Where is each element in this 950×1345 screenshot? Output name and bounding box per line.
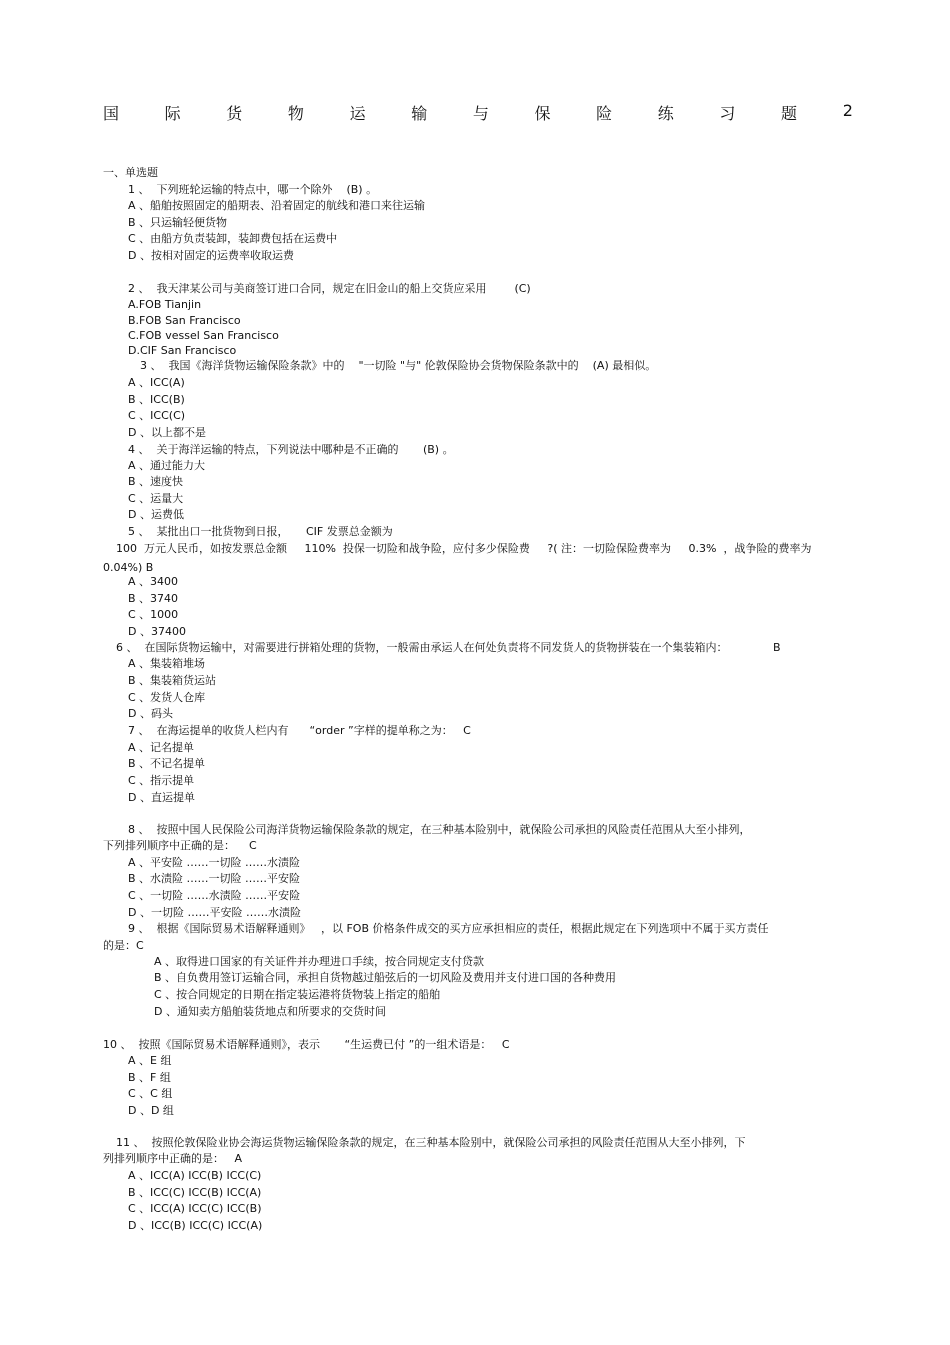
answer-option: B 、3740 [128, 592, 179, 605]
answer-option: C 、由船方负责装卸，装卸费包括在运费中 [128, 232, 338, 245]
title-char: 保 [534, 104, 551, 123]
answer-option: A 、船舶按照固定的船期表、沿着固定的航线和港口来往运输 [128, 199, 426, 212]
answer-option: C 、按合同规定的日期在指定装运港将货物装上指定的船舶 [154, 988, 441, 1001]
document-title [103, 101, 853, 124]
title-char: 国 [103, 104, 120, 123]
title-char: 险 [596, 104, 613, 123]
question-text: 6 、 在国际货物运输中，对需要进行拼箱处理的货物，一般需由承运人在何处负责将不同发货人的货物拼装在一个集装箱内： B [116, 641, 781, 654]
answer-option: C 、ICC(C) [128, 409, 186, 422]
answer-option: C 、ICC(A) ICC(C) ICC(B) [128, 1202, 262, 1215]
answer-option: A 、集装箱堆场 [128, 657, 206, 670]
question-text: 9 、 根据《国际贸易术语解释通则》 ，以 FOB 价格条件成交的买方应承担相应的责任，根据此规定在下列选项中不属于买方责任 [128, 922, 769, 935]
answer-option: C 、发货人仓库 [128, 691, 206, 704]
question-text: 8 、 按照中国人民保险公司海洋货物运输保险条款的规定，在三种基本险别中，就保险公司承担的风险责任范围从大至小排列， [128, 823, 751, 836]
answer-option: D 、按相对固定的运费率收取运费 [128, 249, 294, 262]
answer-option: A.FOB Tianjin [128, 298, 202, 311]
answer-option: A 、ICC(A) [128, 376, 185, 389]
answer-option: D 、一切险 ……平安险 ……水渍险 [128, 906, 301, 919]
answer-option: D 、D 组 [128, 1104, 174, 1117]
answer-option: A 、E 组 [128, 1054, 172, 1067]
answer-option: C 、1000 [128, 608, 179, 621]
title-char: 与 [472, 104, 489, 123]
title-char: 运 [349, 104, 366, 123]
question-text: 3 、 我国《海洋货物运输保险条款》中的 "一切险 "与" 伦敦保险协会货物保险条款中的 (A) 最相似。 [140, 359, 657, 372]
question-text: 0.04%) B [103, 561, 154, 574]
answer-option: A 、通过能力大 [128, 459, 206, 472]
question-text: 10 、 按照《国际贸易术语解释通则》，表示 “生运费已付 ”的一组术语是： C [103, 1038, 510, 1051]
answer-option: D 、通知卖方船舶装货地点和所要求的交货时间 [154, 1005, 386, 1018]
answer-option: B 、速度快 [128, 475, 184, 488]
answer-option: C 、一切险 ……水渍险 ……平安险 [128, 889, 301, 902]
answer-option: A 、平安险 ……一切险 ……水渍险 [128, 856, 301, 869]
question-text: 100 万元人民币，如按发票总金额 110% 投保一切险和战争险，应付多少保险费 ?( 注：一切险保险费率为 0.3% ，战争险的费率为 [116, 542, 812, 555]
answer-option: A 、取得进口国家的有关证件并办理进口手续，按合同规定支付贷款 [154, 955, 485, 968]
question-text: 列排列顺序中正确的是： A [103, 1152, 243, 1165]
answer-option: C 、指示提单 [128, 774, 195, 787]
question-text: 2 、 我天津某公司与美商签订进口合同，规定在旧金山的船上交货应采用 (C) [128, 282, 531, 295]
answer-option: D 、ICC(B) ICC(C) ICC(A) [128, 1219, 263, 1232]
answer-option: D 、运费低 [128, 508, 184, 521]
title-char: 输 [411, 104, 428, 123]
title-char: 题 [781, 104, 798, 123]
answer-option: B 、F 组 [128, 1071, 171, 1084]
answer-option: B.FOB San Francisco [128, 314, 241, 327]
question-text: 7 、 在海运提单的收货人栏内有 “order ”字样的提单称之为： C [128, 724, 471, 737]
answer-option: C 、C 组 [128, 1087, 173, 1100]
answer-option: D 、码头 [128, 707, 173, 720]
question-text: 1 、 下列班轮运输的特点中，哪一个除外 (B) 。 [128, 183, 378, 196]
answer-option: D.CIF San Francisco [128, 344, 237, 357]
title-char: 2 [842, 101, 853, 120]
answer-option: A 、ICC(A) ICC(B) ICC(C) [128, 1169, 262, 1182]
answer-option: A 、3400 [128, 575, 179, 588]
title-char: 练 [657, 104, 674, 123]
answer-option: B 、不记名提单 [128, 757, 206, 770]
answer-option: D 、37400 [128, 625, 186, 638]
title-char: 习 [719, 104, 736, 123]
title-char: 货 [226, 104, 243, 123]
answer-option: D 、直运提单 [128, 791, 195, 804]
question-text: 5 、 某批出口一批货物到日报， CIF 发票总金额为 [128, 525, 393, 538]
title-char: 际 [164, 104, 181, 123]
answer-option: D 、以上都不是 [128, 426, 206, 439]
question-text: 11 、 按照伦敦保险业协会海运货物运输保险条款的规定，在三种基本险别中，就保险公司承担的风险责任范围从大至小排列，下 [116, 1136, 746, 1149]
answer-option: B 、集装箱货运站 [128, 674, 217, 687]
answer-option: B 、自负费用签订运输合同，承担自货物越过船弦后的一切风险及费用并支付进口国的各种费用 [154, 971, 617, 984]
title-char: 物 [287, 104, 304, 123]
question-text: 下列排列顺序中正确的是： C [103, 839, 257, 852]
answer-option: B 、ICC(B) [128, 393, 185, 406]
answer-option: C 、运量大 [128, 492, 184, 505]
section-heading: 一、单选题 [103, 166, 158, 179]
question-text: 的是：C [103, 939, 144, 952]
answer-option: C.FOB vessel San Francisco [128, 329, 279, 342]
question-text: 4 、 关于海洋运输的特点，下列说法中哪种是不正确的 (B) 。 [128, 443, 454, 456]
answer-option: B 、ICC(C) ICC(B) ICC(A) [128, 1186, 262, 1199]
answer-option: A 、记名提单 [128, 741, 195, 754]
answer-option: B 、只运输轻便货物 [128, 216, 228, 229]
answer-option: B 、水渍险 ……一切险 ……平安险 [128, 872, 301, 885]
